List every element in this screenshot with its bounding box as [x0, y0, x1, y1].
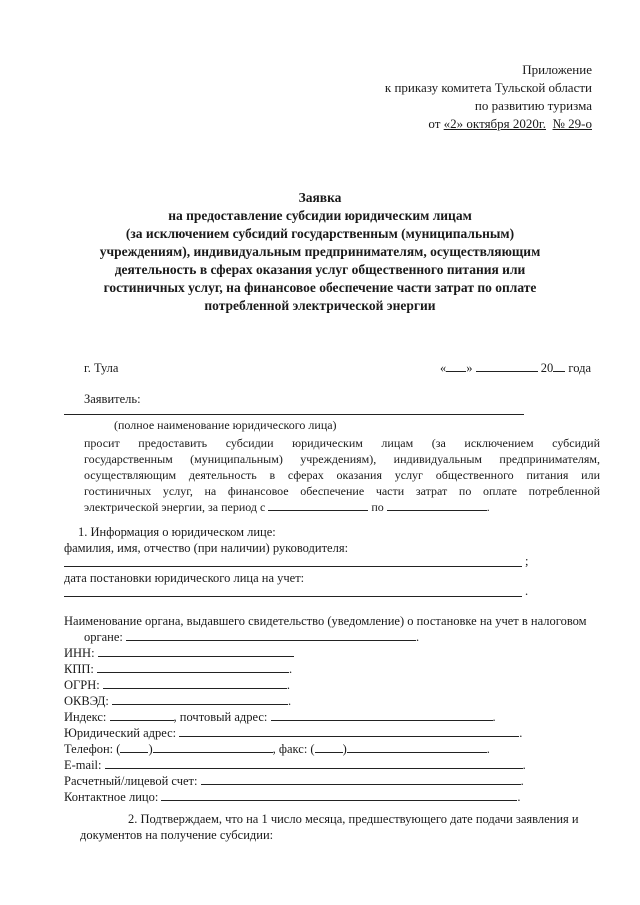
dot-1: .	[525, 584, 529, 598]
okved-row: ОКВЭД: .	[64, 694, 292, 708]
fax-field[interactable]	[347, 742, 487, 753]
kpp-field[interactable]	[97, 662, 289, 673]
applicant-name-line[interactable]	[64, 414, 524, 415]
reg-date-label: дата постановки юридического лица на учет:	[64, 571, 305, 585]
period-to-blank[interactable]	[387, 500, 487, 511]
annex-order-number: № 29-о	[552, 116, 592, 131]
annex-line-2: к приказу комитета Тульской области	[384, 80, 592, 95]
account-field[interactable]	[201, 774, 521, 785]
day-blank[interactable]	[446, 361, 466, 372]
place: г. Тула	[84, 361, 119, 375]
title-line-6: гостиничных услуг, на финансовое обеспечение части затрат по оплате	[103, 280, 537, 295]
applicant-label: Заявитель:	[84, 392, 141, 406]
request-line-3: осуществляющим деятельность в сферах оказания услуг общественного питания или	[84, 468, 600, 482]
date-field: « » 20 года	[440, 361, 591, 375]
contact-row: Контактное лицо: .	[64, 790, 521, 804]
phone-row: Телефон: ( ) , факс: ( ) .	[64, 742, 490, 756]
inn-row: ИНН:	[64, 645, 294, 661]
request-line-2: государственным (муниципальным) учреждениям), индивидуальным предпринимателям,	[84, 452, 600, 466]
reg-date-line[interactable]	[64, 596, 522, 597]
request-line-4: гостиничных услуг, на финансовое обеспечение части затрат по оплате потребленной	[84, 484, 600, 498]
title-line-3: (за исключением субсидий государственным (муниципальным)	[125, 226, 515, 241]
legal-address-row: Юридический адрес: .	[64, 726, 523, 740]
period-from-blank[interactable]	[268, 500, 368, 511]
okved-field[interactable]	[112, 694, 288, 705]
annex-date-prefix: от	[428, 116, 444, 131]
authority-line-2: органе: .	[84, 630, 420, 644]
email-row: E-mail: .	[64, 758, 526, 772]
phone-field[interactable]	[153, 742, 273, 753]
year-blank[interactable]	[553, 361, 565, 372]
postal-address-field[interactable]	[271, 710, 493, 721]
ogrn-row: ОГРН: .	[64, 678, 290, 692]
title-line-5: деятельность в сферах оказания услуг общественного питания или	[114, 262, 526, 277]
phone-code-field[interactable]	[120, 742, 148, 753]
section2-line-1: 2. Подтверждаем, что на 1 число месяца, предшествующего дате подачи заявления и	[128, 812, 579, 826]
title-line-2: на предоставление субсидии юридическим лицам	[168, 208, 472, 223]
annex-date: «2» октября 2020г.	[443, 116, 547, 131]
title-line-4: учреждениям), индивидуальным предпринимателям, осуществляющим	[99, 244, 541, 259]
authority-line-1: Наименование органа, выдавшего свидетельство (уведомление) о постановке на учет в налоговом	[64, 614, 587, 628]
authority-blank[interactable]	[126, 630, 416, 641]
head-name-label: фамилия, имя, отчество (при наличии) руководителя:	[64, 541, 349, 555]
annex-line-3: по развитию туризма	[474, 98, 592, 113]
semicolon: ;	[525, 554, 529, 568]
fullname-hint: (полное наименование юридического лица)	[114, 418, 337, 432]
head-name-line[interactable]	[64, 566, 522, 567]
annex-line-1: Приложение	[522, 62, 592, 77]
inn-field[interactable]	[98, 646, 294, 657]
section1-heading: 1. Информация о юридическом лице:	[78, 525, 276, 539]
legal-address-field[interactable]	[179, 726, 519, 737]
fax-code-field[interactable]	[315, 742, 343, 753]
account-row: Расчетный/лицевой счет: .	[64, 774, 524, 788]
contact-field[interactable]	[161, 790, 517, 801]
month-blank[interactable]	[476, 361, 538, 372]
kpp-row: КПП: .	[64, 662, 293, 676]
title-line-1: Заявка	[298, 190, 342, 205]
index-row: Индекс: , почтовый адрес: .	[64, 710, 496, 724]
index-field[interactable]	[110, 710, 174, 721]
section2-line-2: документов на получение субсидии:	[80, 828, 274, 842]
email-field[interactable]	[105, 758, 523, 769]
request-line-5: электрической энергии, за период с по .	[84, 500, 490, 514]
title-line-7: потребленной электрической энергии	[204, 298, 436, 313]
request-line-1: просит предоставить субсидии юридическим лицам (за исключением субсидий	[84, 436, 600, 450]
ogrn-field[interactable]	[103, 678, 287, 689]
annex-line-4	[428, 116, 592, 133]
